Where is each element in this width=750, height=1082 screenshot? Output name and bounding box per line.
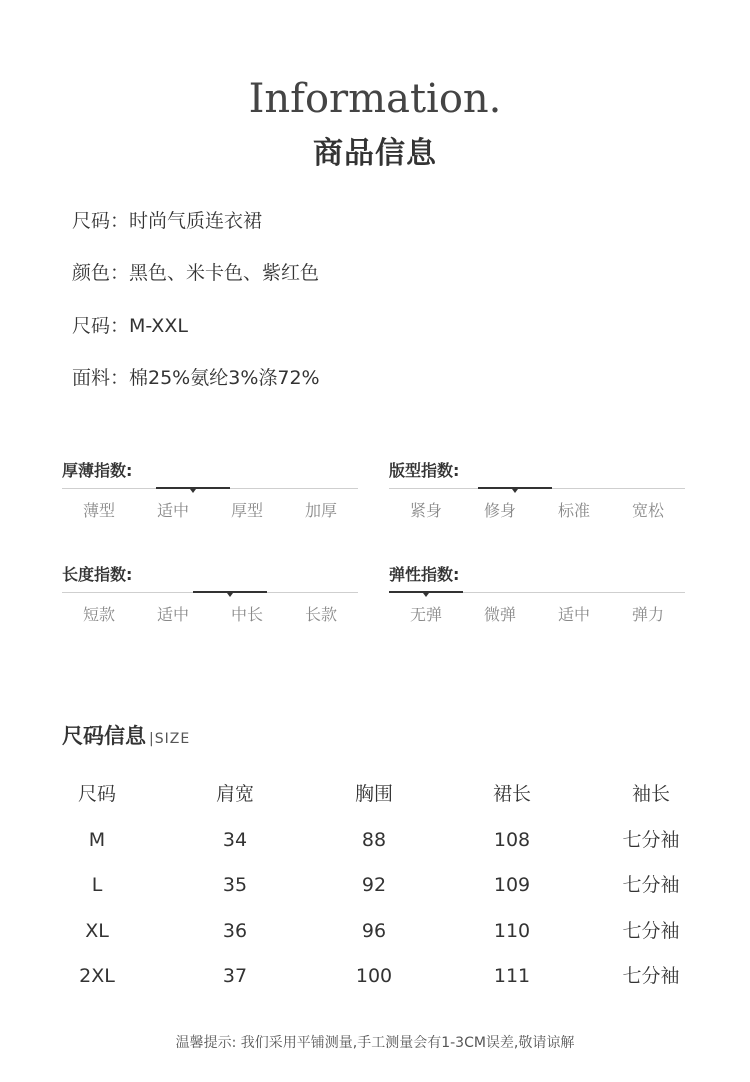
table-cell: 96 — [361, 919, 387, 942]
scale-option: 短款 — [82, 605, 115, 624]
size-heading-sub: |SIZE — [149, 731, 191, 747]
size-heading-text: 尺码信息 — [62, 724, 146, 748]
scale-option: 弹力 — [631, 605, 664, 624]
scale-marker — [478, 487, 552, 489]
scale-title: 版型指数: — [389, 461, 460, 480]
table-cell: 34 — [222, 828, 248, 851]
scale-option: 修身 — [483, 501, 516, 520]
table-header-cell: 肩宽 — [215, 783, 254, 805]
scale-marker — [193, 591, 267, 593]
info-size-style: 尺码：时尚气质连衣裙 — [72, 210, 263, 232]
elasticity-scale — [389, 562, 685, 642]
scale-title: 长度指数: — [62, 565, 133, 584]
scale-option: 薄型 — [82, 501, 115, 520]
table-row — [27, 818, 747, 864]
length-scale — [62, 562, 358, 642]
table-cell: 36 — [222, 919, 248, 942]
table-cell: L — [91, 874, 103, 896]
scale-option: 无弹 — [409, 605, 442, 624]
table-header-cell: 袖长 — [631, 783, 670, 805]
table-cell: 109 — [493, 874, 531, 896]
table-cell: 110 — [493, 919, 531, 942]
table-cell: 92 — [361, 874, 387, 896]
measurement-note: 温馨提示: 我们采用平铺测量,手工测量会有1-3CM误差,敬请谅解 — [175, 1035, 575, 1051]
info-colors: 颜色：黑色、米卡色、紫红色 — [72, 262, 320, 284]
thickness-scale — [62, 458, 358, 538]
table-cell: 35 — [222, 874, 248, 896]
info-size-range: 尺码：M-XXL — [72, 315, 188, 337]
scale-option: 加厚 — [304, 501, 337, 520]
table-cell: 七分袖 — [622, 828, 680, 851]
title-english: Information. — [248, 76, 502, 122]
scale-option: 适中 — [156, 501, 189, 520]
table-cell: 37 — [222, 965, 248, 987]
scale-title: 弹性指数: — [389, 565, 460, 584]
scale-option: 微弹 — [483, 605, 516, 624]
scale-option: 宽松 — [631, 501, 664, 520]
table-row — [27, 863, 747, 909]
table-cell: 100 — [355, 965, 393, 987]
scale-option: 长款 — [304, 605, 337, 624]
size-section-heading — [62, 720, 190, 750]
scale-title: 厚薄指数: — [62, 461, 133, 480]
info-fabric: 面料：棉25%氨纶3%涤72% — [72, 367, 320, 389]
table-cell: 七分袖 — [622, 965, 680, 987]
table-header-cell: 裙长 — [492, 783, 531, 805]
table-row — [27, 909, 747, 955]
scale-marker — [389, 591, 463, 593]
table-cell: M — [88, 828, 106, 851]
scale-option: 适中 — [557, 605, 590, 624]
size-table — [27, 772, 747, 1000]
scale-option: 标准 — [557, 501, 590, 520]
table-cell: XL — [85, 919, 109, 942]
table-header-cell: 尺码 — [77, 783, 116, 805]
table-row — [27, 954, 747, 1000]
scale-option: 中长 — [230, 605, 263, 624]
table-cell: 111 — [493, 965, 531, 987]
table-cell: 七分袖 — [622, 919, 680, 942]
table-cell: 108 — [493, 828, 531, 851]
table-cell: 2XL — [79, 965, 115, 987]
title-chinese: 商品信息 — [313, 136, 437, 171]
scale-marker — [156, 487, 230, 489]
fit-scale — [389, 458, 685, 538]
table-cell: 88 — [361, 828, 387, 851]
scale-option: 紧身 — [409, 501, 442, 520]
scale-option: 厚型 — [230, 501, 263, 520]
table-header-row — [27, 772, 747, 818]
scale-option: 适中 — [156, 605, 189, 624]
table-cell: 七分袖 — [622, 874, 680, 896]
table-header-cell: 胸围 — [354, 783, 393, 805]
